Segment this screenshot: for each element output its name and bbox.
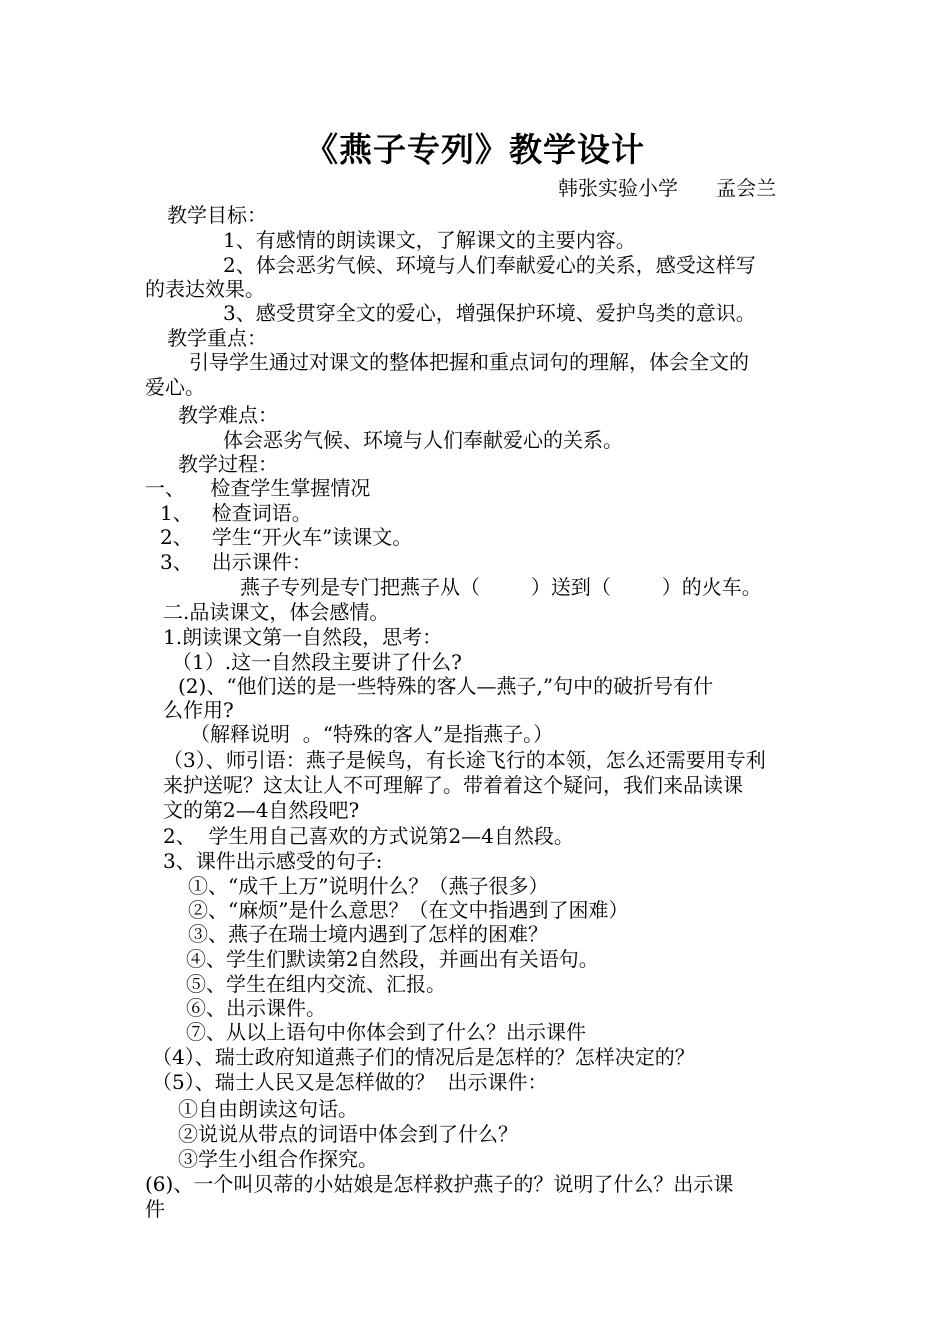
text-line: (6)、一个叫贝蒂的小姑娘是怎样救护燕子的？说明了什么？出示课 [145, 1172, 734, 1196]
text-line: 2、 学生“开火车”读课文。 [160, 525, 413, 549]
text-line: ①自由朗读这句话。 [178, 1097, 358, 1121]
text-line: （解释说明 。“特殊的客人”是指燕子。） [190, 722, 554, 746]
text-line: （4）、瑞士政府知道燕子们的情况后是怎样的？怎样决定的？ [152, 1045, 695, 1069]
text-line: 爱心。 [145, 375, 205, 399]
text-line: 体会恶劣气候、环境与人们奉献爱心的关系。 [223, 428, 623, 452]
text-line: 的表达效果。 [145, 277, 265, 301]
text-line: （5）、瑞士人民又是怎样做的？ 出示课件： [152, 1070, 548, 1094]
text-line: ②、“麻烦”是什么意思？（在文中指遇到了困难） [188, 898, 629, 922]
text-line: (2)、“他们送的是一些特殊的客人—燕子,”句中的破折号有什 [178, 674, 714, 698]
text-line: 么作用? [163, 698, 234, 722]
text-line: （3）、师引语：燕子是候鸟，有长途飞行的本领，怎么还需要用专利 [163, 748, 766, 772]
text-line: 文的第2—4自然段吧? [163, 798, 360, 822]
text-line: 1.朗读课文第一自然段，思考： [163, 625, 443, 649]
text-line: 教学难点： [178, 403, 278, 427]
text-line: 件 [145, 1197, 165, 1221]
text-line: 教学重点： [167, 326, 267, 350]
text-line: ④、学生们默读第2自然段，并画出有关语句。 [186, 947, 599, 971]
text-line: 3、课件出示感受的句子: [163, 849, 383, 873]
text-line: ③、燕子在瑞士境内遇到了怎样的困难？ [188, 922, 548, 946]
text-line: 1、有感情的朗读课文，了解课文的主要内容。 [223, 228, 636, 252]
text-line: 教学目标： [167, 203, 267, 227]
text-line: ①、“成千上万”说明什么？（燕子很多） [188, 874, 549, 898]
text-line: ⑥、出示课件。 [186, 996, 326, 1020]
author-line: 韩张实验小学 孟会兰 [558, 176, 777, 200]
text-line: 来护送呢？这太让人不可理解了。带着着这个疑问，我们来品读课 [163, 773, 743, 797]
text-line: 2、体会恶劣气候、环境与人们奉献爱心的关系，感受这样写 [223, 253, 756, 277]
text-line: 引导学生通过对课文的整体把握和重点词句的理解，体会全文的 [189, 350, 749, 374]
text-line: ⑦、从以上语句中你体会到了什么？出示课件 [186, 1020, 586, 1044]
text-line: 一、 检查学生掌握情况 [145, 476, 371, 500]
text-line: ⑤、学生在组内交流、汇报。 [186, 972, 446, 996]
text-line: 1、 检查词语。 [160, 501, 312, 525]
text-line: 教学过程： [178, 452, 278, 476]
document-title: 《燕子专列》教学设计 [305, 130, 645, 169]
text-line: 3、感受贯穿全文的爱心，增强保护环境、爱护鸟类的意识。 [223, 301, 756, 325]
text-line: 3、 出示课件： [160, 550, 312, 574]
text-line: ③学生小组合作探究。 [178, 1147, 378, 1171]
text-line: （1）.这一自然段主要讲了什么? [172, 650, 462, 674]
text-line: 二.品读课文，体会感情。 [163, 600, 390, 624]
text-line: 燕子专列是专门把燕子从（ ）送到（ ）的火车。 [240, 575, 762, 599]
text-line: 2、 学生用自己喜欢的方式说第2—4自然段。 [163, 824, 574, 848]
text-line: ②说说从带点的词语中体会到了什么？ [178, 1122, 518, 1146]
